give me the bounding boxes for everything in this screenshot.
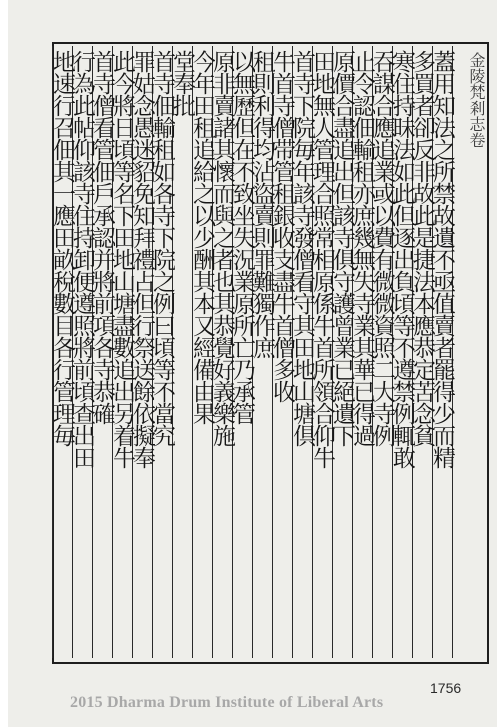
page-number: 1756 <box>430 680 462 696</box>
text-column: 堂奉批 <box>169 50 195 116</box>
text-column: 罪姑念愚迷貂免知拜禮占但行祭送餘依擬奉 <box>129 50 155 468</box>
text-column: 寒住持昧法如此但逐出負頃等不遵禁例輒敢 <box>389 50 415 468</box>
watermark: 2015 Dharma Drum Institute of Liberal Arts <box>70 694 384 711</box>
text-column: 租則利得均沾盜賣則罪難獨作庶 <box>249 50 275 358</box>
text-column: 多買者卻反非故此是捷法本應恭定苦念貧 <box>409 50 435 446</box>
text-column: 原非賣諸其懷而與之者也其恭覺好義樂施 <box>209 50 235 446</box>
scanned-page <box>8 0 497 727</box>
text-column: 首寺佃輸租如各寺下院之例曰頃等不當究 <box>149 50 175 446</box>
text-column: 首寺下院毎年該寺發僧看守其田地山塘倶 <box>289 50 315 446</box>
text-column: 原價合盡追出但該寺俱守護曾業已絕遺下 <box>329 50 355 446</box>
text-column: 以無歷但在不致坐失況業原所亡乃承管 <box>229 50 255 424</box>
margin-title: 金陵梵剎志卷 <box>467 52 486 148</box>
text-column: 田地無人管理合照常相原係牛首所領合仰牛 <box>309 50 335 468</box>
text-column: 牛首寺僧带管租銀收支盡牛首僧多收 <box>269 50 295 402</box>
text-column: 行為此帖仰該寺住持卸便遵照將前頃查出田 <box>69 50 95 468</box>
text-column: 首寺僧看管佃戶承認并將前項各寺恭確 <box>89 50 115 424</box>
text-column: 此今將日頃等名下田地山塘盡數追出另着牛 <box>109 50 135 468</box>
text-column: 止令認佃輸租亦庶幾無失寺業其華已得過 <box>349 50 375 446</box>
text-column: 吞謀合應追業或以費有微微資照二大寺例 <box>369 50 395 446</box>
text-column: 地速行召佃其一應田畝稅數目各行管理毎 <box>49 50 75 446</box>
text-column: 蓋用知法之所禁故遺不亟值賣者罷得少而精 <box>429 50 455 468</box>
text-column: 今年田租追給之以少酬其本又經備由果 <box>189 50 215 424</box>
